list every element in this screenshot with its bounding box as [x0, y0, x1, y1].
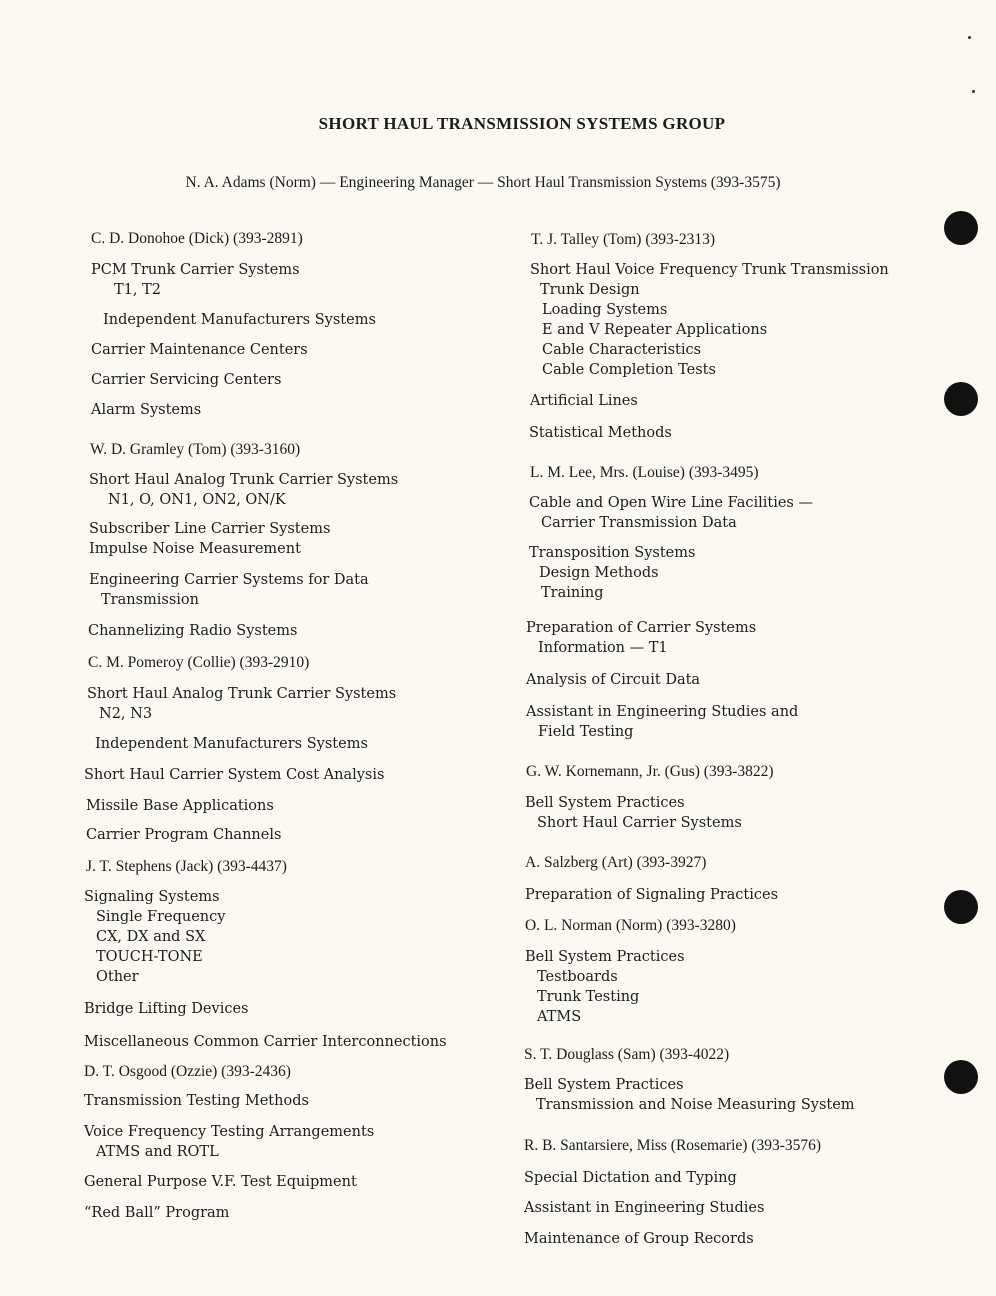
responsibility-item: Analysis of Circuit Data [526, 672, 701, 688]
item-subtext: Training [541, 585, 604, 601]
item-text: Bell System Practices [525, 795, 685, 811]
item-subtext: Short Haul Carrier Systems [537, 815, 742, 831]
responsibility-item [89, 470, 398, 510]
person-heading: J. T. Stephens (Jack) (393-4437) [86, 858, 287, 875]
item-subtext: Trunk Testing [537, 989, 640, 1005]
responsibility-item: Independent Manufacturers Systems [95, 736, 368, 752]
item-subtext: CX, DX and SX [96, 929, 206, 945]
person-heading: R. B. Santarsiere, Miss (Rosemarie) (393-3576) [524, 1137, 822, 1154]
item-subtext: T1, T2 [114, 282, 162, 298]
item-text: Cable and Open Wire Line Facilities — [529, 495, 813, 511]
item-subtext: Carrier Transmission Data [541, 515, 737, 531]
responsibility-item [530, 260, 889, 380]
responsibility-item: Carrier Maintenance Centers [91, 342, 308, 358]
responsibility-item: Transmission Testing Methods [84, 1093, 309, 1109]
item-subtext: ATMS and ROTL [96, 1144, 219, 1160]
item-subtext: E and V Repeater Applications [542, 322, 768, 338]
item-text: Short Haul Analog Trunk Carrier Systems [89, 472, 399, 488]
responsibility-item [525, 947, 685, 1027]
responsibility-item: Missile Base Applications [86, 798, 274, 814]
responsibility-item: Independent Manufacturers Systems [103, 312, 376, 328]
responsibility-item [84, 1122, 374, 1162]
person-heading: W. D. Gramley (Tom) (393-3160) [90, 441, 301, 458]
item-subtext: Transmission [101, 592, 200, 608]
person-heading: G. W. Kornemann, Jr. (Gus) (393-3822) [526, 763, 774, 780]
item-subtext: Cable Completion Tests [542, 362, 716, 378]
paper-speck [972, 90, 975, 93]
responsibility-item: “Red Ball” Program [84, 1205, 230, 1221]
responsibility-item [524, 1075, 855, 1115]
responsibility-item: Maintenance of Group Records [524, 1231, 754, 1247]
person-heading: D. T. Osgood (Ozzie) (393-2436) [84, 1063, 291, 1080]
item-text: Bell System Practices [524, 1077, 684, 1093]
item-subtext: Design Methods [539, 565, 659, 581]
person-heading: C. D. Donohoe (Dick) (393-2891) [91, 230, 303, 247]
punch-hole [944, 382, 978, 416]
person-heading: L. M. Lee, Mrs. (Louise) (393-3495) [530, 464, 759, 481]
item-text: Short Haul Voice Frequency Trunk Transmission [530, 262, 889, 278]
responsibility-item [529, 543, 695, 603]
person-heading: O. L. Norman (Norm) (393-3280) [525, 917, 736, 934]
item-text: PCM Trunk Carrier Systems [91, 262, 300, 278]
person-heading: C. M. Pomeroy (Collie) (393-2910) [88, 654, 310, 671]
item-text: Assistant in Engineering Studies and [526, 704, 799, 720]
responsibility-item: Artificial Lines [530, 393, 638, 409]
item-subtext: Information — T1 [538, 640, 668, 656]
item-text: Bell System Practices [525, 949, 685, 965]
responsibility-item: Alarm Systems [91, 402, 202, 418]
responsibility-item [87, 684, 396, 724]
responsibility-item: Channelizing Radio Systems [88, 623, 298, 639]
item-subtext: TOUCH-TONE [96, 949, 203, 965]
person-heading: S. T. Douglass (Sam) (393-4022) [524, 1046, 730, 1063]
punch-hole [944, 211, 978, 245]
item-text: Engineering Carrier Systems for Data [89, 572, 369, 588]
responsibility-item [526, 702, 798, 742]
responsibility-item: Miscellaneous Common Carrier Interconnections [84, 1034, 447, 1050]
item-subtext: Loading Systems [542, 302, 668, 318]
responsibility-item [89, 570, 369, 610]
item-text: Preparation of Carrier Systems [526, 620, 757, 636]
punch-hole [944, 1060, 978, 1094]
item-subtext: Other [96, 969, 139, 985]
item-text: Impulse Noise Measurement [89, 541, 301, 557]
responsibility-item: Assistant in Engineering Studies [524, 1200, 765, 1216]
item-subtext: Cable Characteristics [542, 342, 702, 358]
person-heading: A. Salzberg (Art) (393-3927) [525, 854, 707, 871]
responsibility-item [89, 519, 330, 559]
item-subtext: N1, O, ON1, ON2, ON/K [108, 492, 286, 508]
item-subtext: Field Testing [538, 724, 634, 740]
responsibility-item: General Purpose V.F. Test Equipment [84, 1174, 357, 1190]
item-text: Short Haul Analog Trunk Carrier Systems [87, 686, 397, 702]
responsibility-item [84, 887, 225, 987]
responsibility-item: Preparation of Signaling Practices [525, 887, 779, 903]
manager-line: N. A. Adams (Norm) — Engineering Manager — Short Haul Transmission Systems (393-3575) [185, 174, 781, 191]
item-subtext: Transmission and Noise Measuring System [536, 1097, 855, 1113]
item-text: Transposition Systems [529, 545, 696, 561]
page-title: SHORT HAUL TRANSMISSION SYSTEMS GROUP [318, 114, 726, 133]
responsibility-item [526, 618, 756, 658]
responsibility-item: Carrier Servicing Centers [91, 372, 282, 388]
item-subtext: N2, N3 [99, 706, 153, 722]
responsibility-item [91, 260, 300, 300]
item-subtext: Single Frequency [96, 909, 226, 925]
item-subtext: Testboards [537, 969, 618, 985]
item-text: Voice Frequency Testing Arrangements [84, 1124, 375, 1140]
punch-hole [944, 890, 978, 924]
responsibility-item: Short Haul Carrier System Cost Analysis [84, 767, 385, 783]
responsibility-item: Bridge Lifting Devices [84, 1001, 249, 1017]
responsibility-item: Carrier Program Channels [86, 827, 282, 843]
responsibility-item [525, 793, 742, 833]
item-text: Signaling Systems [84, 889, 220, 905]
responsibility-item: Statistical Methods [529, 425, 672, 441]
item-subtext: Trunk Design [540, 282, 640, 298]
person-heading: T. J. Talley (Tom) (393-2313) [531, 231, 716, 248]
item-text: Subscriber Line Carrier Systems [89, 521, 331, 537]
responsibility-item [529, 493, 813, 533]
item-subtext: ATMS [537, 1009, 582, 1025]
responsibility-item: Special Dictation and Typing [524, 1170, 737, 1186]
paper-speck [968, 36, 971, 39]
